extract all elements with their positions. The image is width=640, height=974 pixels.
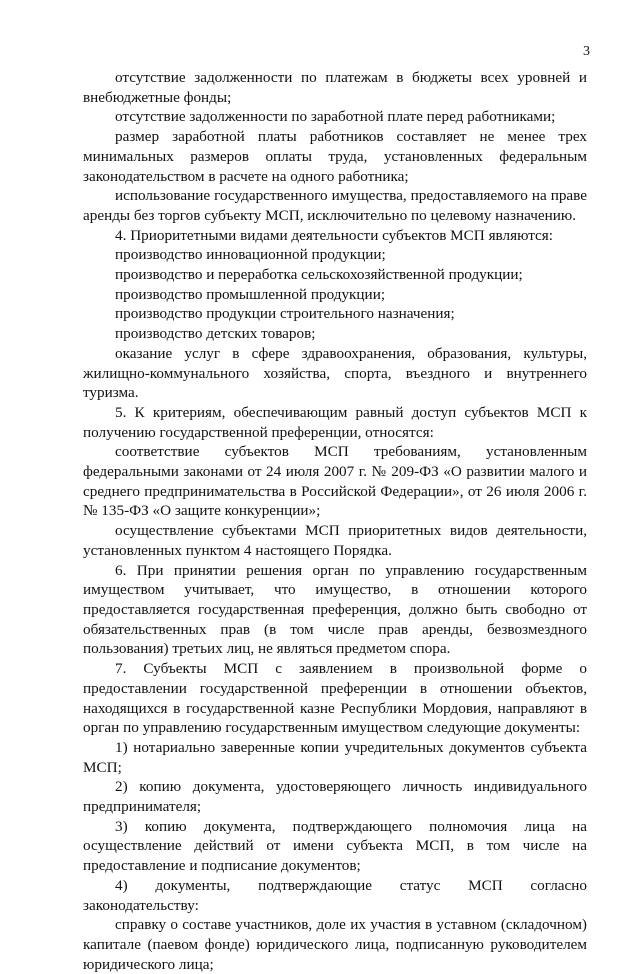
paragraph: производство инновационной продукции; — [115, 246, 386, 264]
paragraph: 7. Субъекты МСП с заявлением в произвольной форме о предоставлении государственной преференции в отношении объектов, находящихся в государственной казне Республики Мордовия, направляют в орган по управлению государственным имуществом следующие документы: — [83, 660, 587, 737]
paragraph: 3) копию документа, подтверждающего полномочия лица на осуществление действий от имени субъекта МСП, в том числе на предоставление и подписание документов; — [83, 817, 587, 875]
page-number: 3 — [583, 44, 590, 59]
paragraph: оказание услуг в сфере здравоохранения, образования, культуры, жилищно-коммунального хозяйства, спорта, въездного и внутреннего туризма. — [83, 344, 587, 402]
paragraph: 2) копию документа, удостоверяющего личность индивидуального предпринимателя; — [83, 778, 587, 816]
paragraph: отсутствие задолженности по платежам в бюджеты всех уровней и внебюджетные фонды; — [83, 69, 587, 106]
paragraph: 4) документы, подтверждающие статус МСП согласно законодательству: — [83, 876, 587, 914]
paragraph: соответствие субъектов МСП требованиям, установленным федеральными законами от 24 июля 2007 г. № 209-ФЗ «О развитии малого и среднего предпринимательства в Российской Федерации», от 26 июля 2006 г. № 135-ФЗ «О защите конкуренции»; — [83, 443, 587, 520]
paragraph: 4. Приоритетными видами деятельности субъектов МСП являются: — [115, 226, 554, 244]
paragraph: 6. При принятии решения орган по управлению государственным имуществом учитывает, что имущество, в отношении которого предоставляется государственная преференция, должно быть свободно от обязательственных прав (в том числе прав аренды, безвозмездного пользования) третьих лиц, не являться предметом спора. — [83, 561, 587, 658]
paragraph: производство продукции строительного назначения; — [115, 305, 455, 323]
paragraph: производство промышленной продукции; — [115, 285, 386, 303]
paragraph: 5. К критериям, обеспечивающим равный доступ субъектов МСП к получению государственной преференции, относятся: — [83, 403, 587, 441]
paragraph: осуществление субъектами МСП приоритетных видов деятельности, установленных пунктом 4 настоящего Порядка. — [83, 522, 587, 559]
paragraph: справку о составе участников, доле их участия в уставном (складочном) капитале (паевом фонде) юридического лица, подписанную руководителем юридического лица; — [83, 916, 587, 973]
paragraph: производство и переработка сельскохозяйственной продукции; — [115, 266, 523, 284]
paragraph: использование государственного имущества, предоставляемого на праве аренды без торгов субъекту МСП, исключительно по целевому назначению. — [83, 187, 587, 224]
paragraph: 1) нотариально заверенные копии учредительных документов субъекта МСП; — [83, 738, 587, 776]
paragraph: размер заработной платы работников составляет не менее трех минимальных размеров оплаты труда, установленных федеральным законодательством в расчете на одного работника; — [83, 128, 587, 185]
paragraph: производство детских товаров; — [115, 325, 316, 343]
document-body — [83, 68, 587, 974]
paragraph: отсутствие задолженности по заработной плате перед работниками; — [115, 108, 556, 126]
